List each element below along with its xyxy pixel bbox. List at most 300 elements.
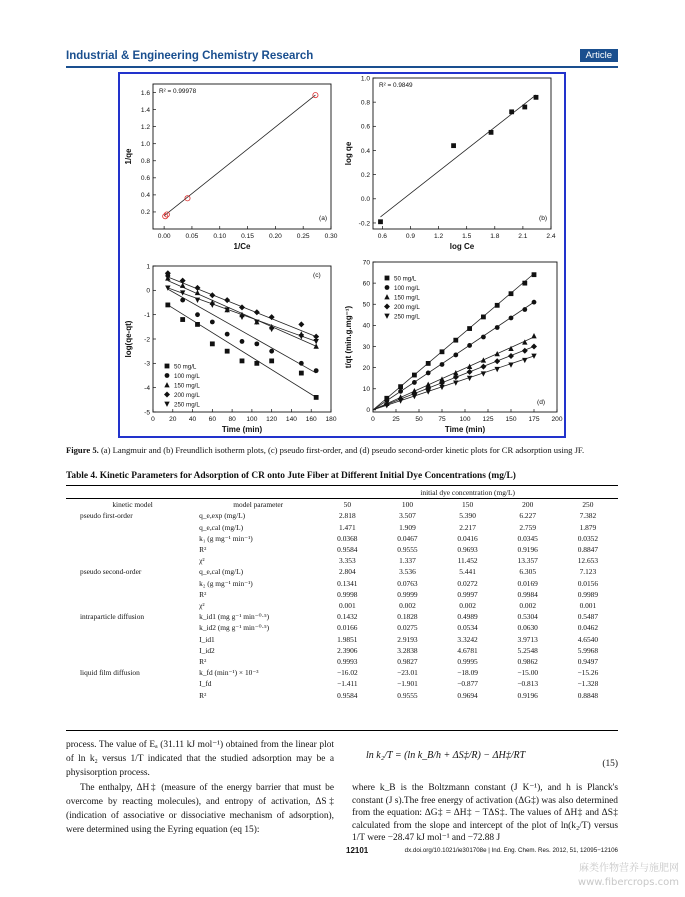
chart-panel-a [123, 78, 338, 254]
table-row [66, 555, 618, 566]
data-point [453, 353, 458, 358]
data-point [164, 382, 169, 387]
value-cell: 2.759 [519, 522, 537, 532]
data-point [314, 368, 319, 373]
legend-entry: 150 mg/L [174, 382, 200, 390]
col-header: model parameter [199, 499, 317, 511]
data-point [313, 339, 318, 344]
data-point [480, 364, 486, 370]
value-cell: 0.9827 [397, 657, 418, 667]
data-point [385, 285, 390, 290]
value-cell: 3.3242 [457, 634, 478, 644]
paragraph: where k_B is the Boltzmann constant (J K⁻¹), and h is Planck's constant (J s).The free energy of activation (ΔG‡) was also determined from the equation: ΔG‡ = ΔH‡ − TΔS‡. The values of ΔH‡ and ΔS‡ calculated from the slope and intercept of the plot of ln(k₂/T) versus 1/T were −28.47 kJ mol⁻¹ and −72.88 J [352, 783, 618, 844]
data-point [384, 294, 389, 299]
table-row [66, 634, 618, 645]
data-point [254, 361, 259, 366]
data-point [481, 371, 486, 376]
value-cell: −1.328 [577, 679, 599, 689]
value-cell: 0.9555 [397, 690, 418, 700]
y-tick-label: 1.2 [140, 123, 150, 131]
value-cell: 0.8848 [577, 690, 599, 700]
x-axis-label: 1/Ce [233, 242, 251, 251]
panel-label: (c) [313, 272, 321, 279]
data-point [225, 332, 230, 337]
parameter-cell: q_e,cal (mg/L) [199, 522, 244, 532]
value-cell: 4.6540 [577, 634, 599, 644]
watermark-line: 麻类作物营养与施肥网 [579, 863, 679, 874]
x-tick-label: 100 [246, 416, 258, 423]
data-point [532, 300, 537, 305]
x-tick-label: 2.1 [518, 233, 528, 240]
value-cell: 3.353 [339, 556, 356, 566]
value-cell: 0.0630 [517, 623, 538, 633]
data-point [269, 359, 274, 364]
x-tick-label: 50 [415, 416, 423, 423]
fit-line [373, 337, 534, 410]
body-right-column [352, 738, 618, 845]
x-tick-label: 0.05 [185, 233, 199, 240]
table-row [66, 522, 618, 533]
data-point [522, 105, 527, 110]
data-point [180, 317, 185, 322]
data-point [398, 384, 403, 389]
data-point [269, 327, 274, 332]
parameter-cell: I_fd [199, 679, 212, 689]
value-cell: 3.507 [399, 511, 416, 521]
table-row [66, 566, 618, 577]
data-point [467, 326, 472, 331]
value-cell: −23.01 [397, 668, 418, 678]
data-point [412, 380, 417, 385]
value-cell: 0.9989 [577, 589, 599, 599]
kinetic-model-cell [66, 678, 199, 689]
data-point [451, 143, 456, 148]
value-cell: 0.1341 [337, 578, 358, 588]
fit-line [168, 288, 316, 342]
kinetic-model-cell: pseudo first-order [80, 511, 133, 521]
data-point [467, 369, 473, 375]
data-point [531, 333, 536, 338]
table-row [66, 600, 618, 611]
data-series [163, 92, 318, 218]
panel-label: (b) [539, 215, 548, 222]
y-tick-label: 0.6 [140, 175, 150, 183]
kinetic-model-cell [66, 522, 199, 533]
x-axis-label: Time (min) [221, 425, 263, 434]
parameter-cell: q_e,cal (mg/L) [199, 567, 244, 577]
y-tick-label: 60 [362, 280, 370, 288]
x-tick-label: 175 [528, 416, 540, 423]
data-point [195, 298, 200, 303]
data-point [164, 402, 169, 407]
value-cell: 0.002 [519, 601, 537, 611]
value-cell: 2.818 [339, 511, 356, 521]
value-cell: 2.804 [339, 567, 356, 577]
eyring-equation [352, 738, 618, 782]
value-cell: 13.357 [517, 556, 538, 566]
data-point [494, 358, 500, 364]
data-point [254, 341, 259, 346]
value-cell: 0.0368 [337, 533, 358, 543]
x-tick-label: 0.20 [268, 233, 282, 240]
data-point [378, 219, 383, 224]
value-cell: 3.536 [399, 567, 416, 577]
parameter-cell: R² [199, 545, 207, 555]
y-tick-label: 30 [362, 343, 370, 351]
x-tick-label: 120 [266, 416, 278, 423]
equation-number: (15) [602, 759, 618, 769]
x-tick-label: 180 [325, 416, 337, 423]
value-cell: 0.001 [339, 601, 356, 611]
doi-link[interactable]: dx.doi.org/10.1021/ie301708e | Ind. Eng. Chem. Res. 2012, 51, 12095−12106 [404, 847, 618, 854]
data-point [522, 307, 527, 312]
y-tick-label: 1.6 [140, 89, 150, 97]
chart-panel-d [343, 258, 563, 436]
data-point [224, 297, 230, 303]
col-header: 250 [558, 499, 618, 511]
value-cell: 0.0272 [457, 578, 478, 588]
kinetic-model-cell [66, 634, 199, 645]
data-point [508, 353, 514, 359]
legend-entry: 200 mg/L [394, 303, 420, 311]
value-cell: 0.0156 [577, 578, 599, 588]
data-point [384, 304, 390, 310]
value-cell: 0.0345 [517, 533, 538, 543]
data-point [385, 276, 390, 281]
data-point [299, 361, 304, 366]
legend-entry: 150 mg/L [394, 294, 420, 302]
kinetic-model-cell [66, 600, 199, 611]
value-cell: 0.9999 [397, 589, 418, 599]
data-point [453, 338, 458, 343]
kinetic-model-cell [66, 589, 199, 600]
data-point [210, 341, 215, 346]
data-point [180, 278, 186, 284]
data-point [210, 320, 215, 325]
y-tick-label: 1.4 [140, 106, 150, 114]
value-cell: 0.9584 [337, 545, 358, 555]
parameter-cell: k₂ (g mg⁻¹ min⁻¹) [199, 578, 253, 588]
value-cell: 1.879 [579, 522, 597, 532]
table-row [66, 678, 618, 689]
col-header: 200 [498, 499, 558, 511]
data-point [240, 359, 245, 364]
value-cell: 0.9497 [577, 657, 599, 667]
data-series [378, 95, 538, 224]
data-point [269, 349, 274, 354]
value-cell: −0.813 [517, 679, 539, 689]
value-cell: 6.305 [519, 567, 537, 577]
x-tick-label: 25 [392, 416, 400, 423]
value-cell: 7.123 [579, 567, 597, 577]
value-cell: −15.00 [517, 668, 539, 678]
x-tick-label: 0.00 [157, 233, 171, 240]
col-header: kinetic model [66, 499, 199, 511]
value-cell: 0.9694 [457, 690, 478, 700]
x-tick-label: 0.6 [377, 233, 387, 240]
data-point [481, 335, 486, 340]
table-row [66, 667, 618, 678]
x-tick-label: 150 [505, 416, 517, 423]
value-cell: 1.909 [399, 522, 416, 532]
body-left-column [66, 738, 334, 837]
value-cell: 0.9693 [457, 545, 478, 555]
data-point [298, 321, 304, 327]
data-point [426, 361, 431, 366]
y-tick-label: 0.4 [360, 147, 370, 155]
value-cell: 0.9196 [517, 545, 538, 555]
y-tick-label: 0.2 [360, 171, 370, 179]
kinetic-model-cell: liquid film diffusion [80, 668, 140, 678]
data-point [495, 325, 500, 330]
kinetic-model-cell [66, 622, 199, 633]
data-point [467, 364, 472, 369]
value-cell: 0.0169 [517, 578, 538, 588]
legend-entry: 100 mg/L [394, 284, 420, 292]
kinetic-model-cell: pseudo second-order [80, 567, 142, 577]
data-point [239, 315, 244, 320]
kinetic-model-cell [66, 544, 199, 555]
legend-entry: 50 mg/L [394, 275, 417, 283]
value-cell: 0.4989 [457, 612, 478, 622]
value-cell: 0.0166 [337, 623, 358, 633]
data-point [412, 373, 417, 378]
y-tick-label: 0.6 [360, 123, 370, 131]
value-cell: −0.877 [457, 679, 478, 689]
x-tick-label: 40 [188, 416, 197, 423]
data-point [225, 349, 230, 354]
table-row [66, 611, 618, 622]
value-cell: 0.1432 [337, 612, 358, 622]
value-cell: 2.3906 [337, 645, 358, 655]
table-row [66, 510, 618, 521]
paragraph: The enthalpy, ΔH‡ (measure of the energy barrier that must be overcome by reacting molecules), and entropy of activation, ΔS‡ (indication of associative or dissociative mechanism of adsorption), were determined using the Eyring equation (eq 15): [66, 782, 334, 836]
panel-label: (d) [537, 399, 546, 406]
data-point [522, 281, 527, 286]
parameter-cell: k_id1 (mg g⁻¹ min⁻⁰·⁵) [199, 612, 270, 622]
x-tick-label: 1.5 [462, 233, 472, 240]
x-tick-label: 0.25 [296, 233, 310, 240]
x-tick-label: 0 [371, 416, 375, 423]
value-cell: 1.9851 [337, 634, 358, 644]
data-point [209, 292, 215, 298]
y-tick-label: 0 [146, 287, 150, 295]
kinetic-model-cell [66, 645, 199, 656]
parameter-cell: R² [199, 589, 207, 599]
value-cell: 0.002 [459, 601, 476, 611]
data-point [495, 367, 500, 372]
legend-entry: 250 mg/L [174, 401, 200, 409]
data-point [467, 343, 472, 348]
x-tick-label: 125 [482, 416, 494, 423]
value-cell: 0.9995 [457, 657, 478, 667]
value-cell: 4.6781 [457, 645, 478, 655]
value-cell: 2.217 [459, 522, 476, 532]
parameter-cell: k_id2 (mg g⁻¹ min⁻⁰·⁵) [199, 623, 270, 633]
value-cell: 0.0534 [457, 623, 478, 633]
parameter-cell: q_e,exp (mg/L) [199, 511, 246, 521]
data-point [440, 362, 445, 367]
figure-caption-text: (a) Langmuir and (b) Freundlich isotherm plots, (c) pseudo first-order, and (d) pseudo second-order kinetic plots for CR adsorption using JF. [100, 445, 585, 455]
x-tick-label: 100 [459, 416, 471, 423]
y-tick-label: 50 [362, 301, 370, 309]
parameter-cell: k₁ (g mg⁻¹ min⁻¹) [199, 533, 253, 543]
data-point [440, 349, 445, 354]
legend-entry: 250 mg/L [394, 313, 420, 321]
data-point [509, 109, 514, 114]
data-point [180, 290, 185, 295]
value-cell: −15.26 [577, 668, 599, 678]
data-point [398, 389, 403, 394]
x-tick-label: 0 [151, 416, 155, 423]
value-cell: 0.0462 [577, 623, 599, 633]
x-tick-label: 0.30 [324, 233, 338, 240]
panel-label: (a) [319, 215, 328, 222]
data-point [495, 303, 500, 308]
data-point [165, 364, 170, 369]
kinetic-model-cell [66, 656, 199, 667]
value-cell: 1.471 [339, 522, 356, 532]
x-tick-label: 75 [438, 416, 446, 423]
data-point [164, 392, 170, 398]
table-row [66, 645, 618, 656]
page-number: 12101 [346, 846, 369, 855]
data-point [534, 95, 539, 100]
legend-entry: 100 mg/L [174, 372, 200, 380]
data-point [165, 373, 170, 378]
x-tick-label: 60 [208, 416, 217, 423]
data-point [481, 315, 486, 320]
y-tick-label: 20 [362, 364, 370, 372]
col-header: 50 [317, 499, 377, 511]
table-row [66, 656, 618, 667]
data-point [509, 291, 514, 296]
legend-entry: 50 mg/L [174, 363, 197, 371]
watermark-line: www.fibercrops.com [577, 877, 679, 888]
col-header: 100 [377, 499, 437, 511]
chart-panel-b [343, 75, 558, 254]
y-axis-label: log qe [344, 141, 353, 166]
paragraph: process. The value of Eₐ (31.11 kJ mol⁻¹) obtained from the linear plot of ln k₂ versus 1/T indicated that the studied adsorption may be a physisorption process. [66, 740, 334, 779]
value-cell: 5.390 [459, 511, 476, 521]
x-tick-label: 160 [305, 416, 317, 423]
data-series [373, 294, 537, 410]
table-row [66, 533, 618, 544]
value-cell: 0.0467 [397, 533, 418, 543]
x-axis-label: Time (min) [444, 425, 486, 434]
parameter-cell: χ² [199, 556, 205, 566]
data-point [210, 303, 215, 308]
table-bottom-rule [66, 730, 618, 731]
data-point [299, 371, 304, 376]
figure-caption [66, 445, 626, 456]
y-tick-label: 10 [362, 386, 370, 394]
y-axis-label: 1/qe [124, 148, 133, 165]
table-row [66, 622, 618, 633]
table-row [66, 589, 618, 600]
data-point [239, 304, 245, 310]
col-header: 150 [438, 499, 498, 511]
kinetic-model-cell: intraparticle diffusion [80, 612, 145, 622]
y-tick-label: 0.2 [140, 209, 150, 217]
y-tick-label: 0.0 [360, 196, 370, 204]
parameter-cell: I_id2 [199, 645, 215, 655]
y-axis-label: t/qt (min.g.mg⁻¹) [344, 305, 353, 369]
y-tick-label: 70 [362, 259, 370, 267]
value-cell: 0.9984 [517, 589, 538, 599]
y-tick-label: 0 [366, 407, 370, 415]
x-tick-label: 0.10 [213, 233, 227, 240]
value-cell: 0.5304 [517, 612, 538, 622]
data-series [373, 272, 536, 410]
x-tick-label: 20 [169, 416, 177, 423]
table-row [66, 578, 618, 589]
y-tick-label: 0.8 [360, 99, 370, 107]
value-cell: 0.9555 [397, 545, 418, 555]
r-squared-annotation: R² = 0.9849 [379, 82, 413, 89]
data-point [531, 344, 537, 350]
r-squared-annotation: R² = 0.99978 [159, 88, 197, 95]
data-point [522, 358, 527, 363]
x-tick-label: 1.8 [490, 233, 500, 240]
data-point [165, 303, 170, 308]
data-point [509, 316, 514, 321]
y-tick-label: -3 [144, 360, 150, 368]
x-axis-label: log Ce [449, 242, 475, 251]
data-point [195, 312, 200, 317]
y-tick-label: -1 [144, 311, 150, 319]
y-tick-label: 1 [146, 263, 150, 271]
data-point [195, 322, 200, 327]
value-cell: 0.9584 [337, 690, 358, 700]
value-cell: 0.9998 [337, 589, 358, 599]
value-cell: 0.1828 [397, 612, 418, 622]
value-cell: −1.411 [337, 679, 358, 689]
value-cell: 3.9713 [517, 634, 538, 644]
data-point [384, 314, 389, 319]
plot-area [373, 78, 551, 229]
fit-line [164, 95, 315, 216]
equation-text: ln k₂/T = (ln k_B/h + ΔS‡/R) − ΔH‡/RT [366, 750, 526, 761]
article-badge: Article [580, 49, 618, 62]
table-row [66, 690, 618, 701]
data-point [180, 298, 185, 303]
value-cell: −16.02 [336, 668, 358, 678]
y-tick-label: 0.8 [140, 158, 150, 166]
y-tick-label: -4 [144, 384, 150, 392]
y-tick-label: -0.2 [358, 220, 370, 228]
page-footer [66, 846, 618, 860]
parameter-cell: I_id1 [199, 634, 215, 644]
data-point [532, 272, 537, 277]
value-cell: 0.0763 [397, 578, 418, 588]
x-tick-label: 140 [285, 416, 297, 423]
x-tick-label: 0.15 [241, 233, 254, 240]
data-point [481, 357, 486, 362]
value-cell: 1.337 [399, 556, 416, 566]
data-series [164, 286, 319, 409]
x-tick-label: 200 [551, 416, 563, 423]
value-cell: −18.09 [457, 668, 478, 678]
kinetic-model-cell [66, 533, 199, 544]
value-cell: −1.901 [397, 679, 418, 689]
y-tick-label: 0.4 [140, 192, 150, 200]
value-cell: 0.001 [579, 601, 597, 611]
value-cell: 0.0352 [577, 533, 599, 543]
data-point [314, 395, 319, 400]
value-cell: 7.382 [579, 511, 597, 521]
data-point [426, 371, 431, 376]
